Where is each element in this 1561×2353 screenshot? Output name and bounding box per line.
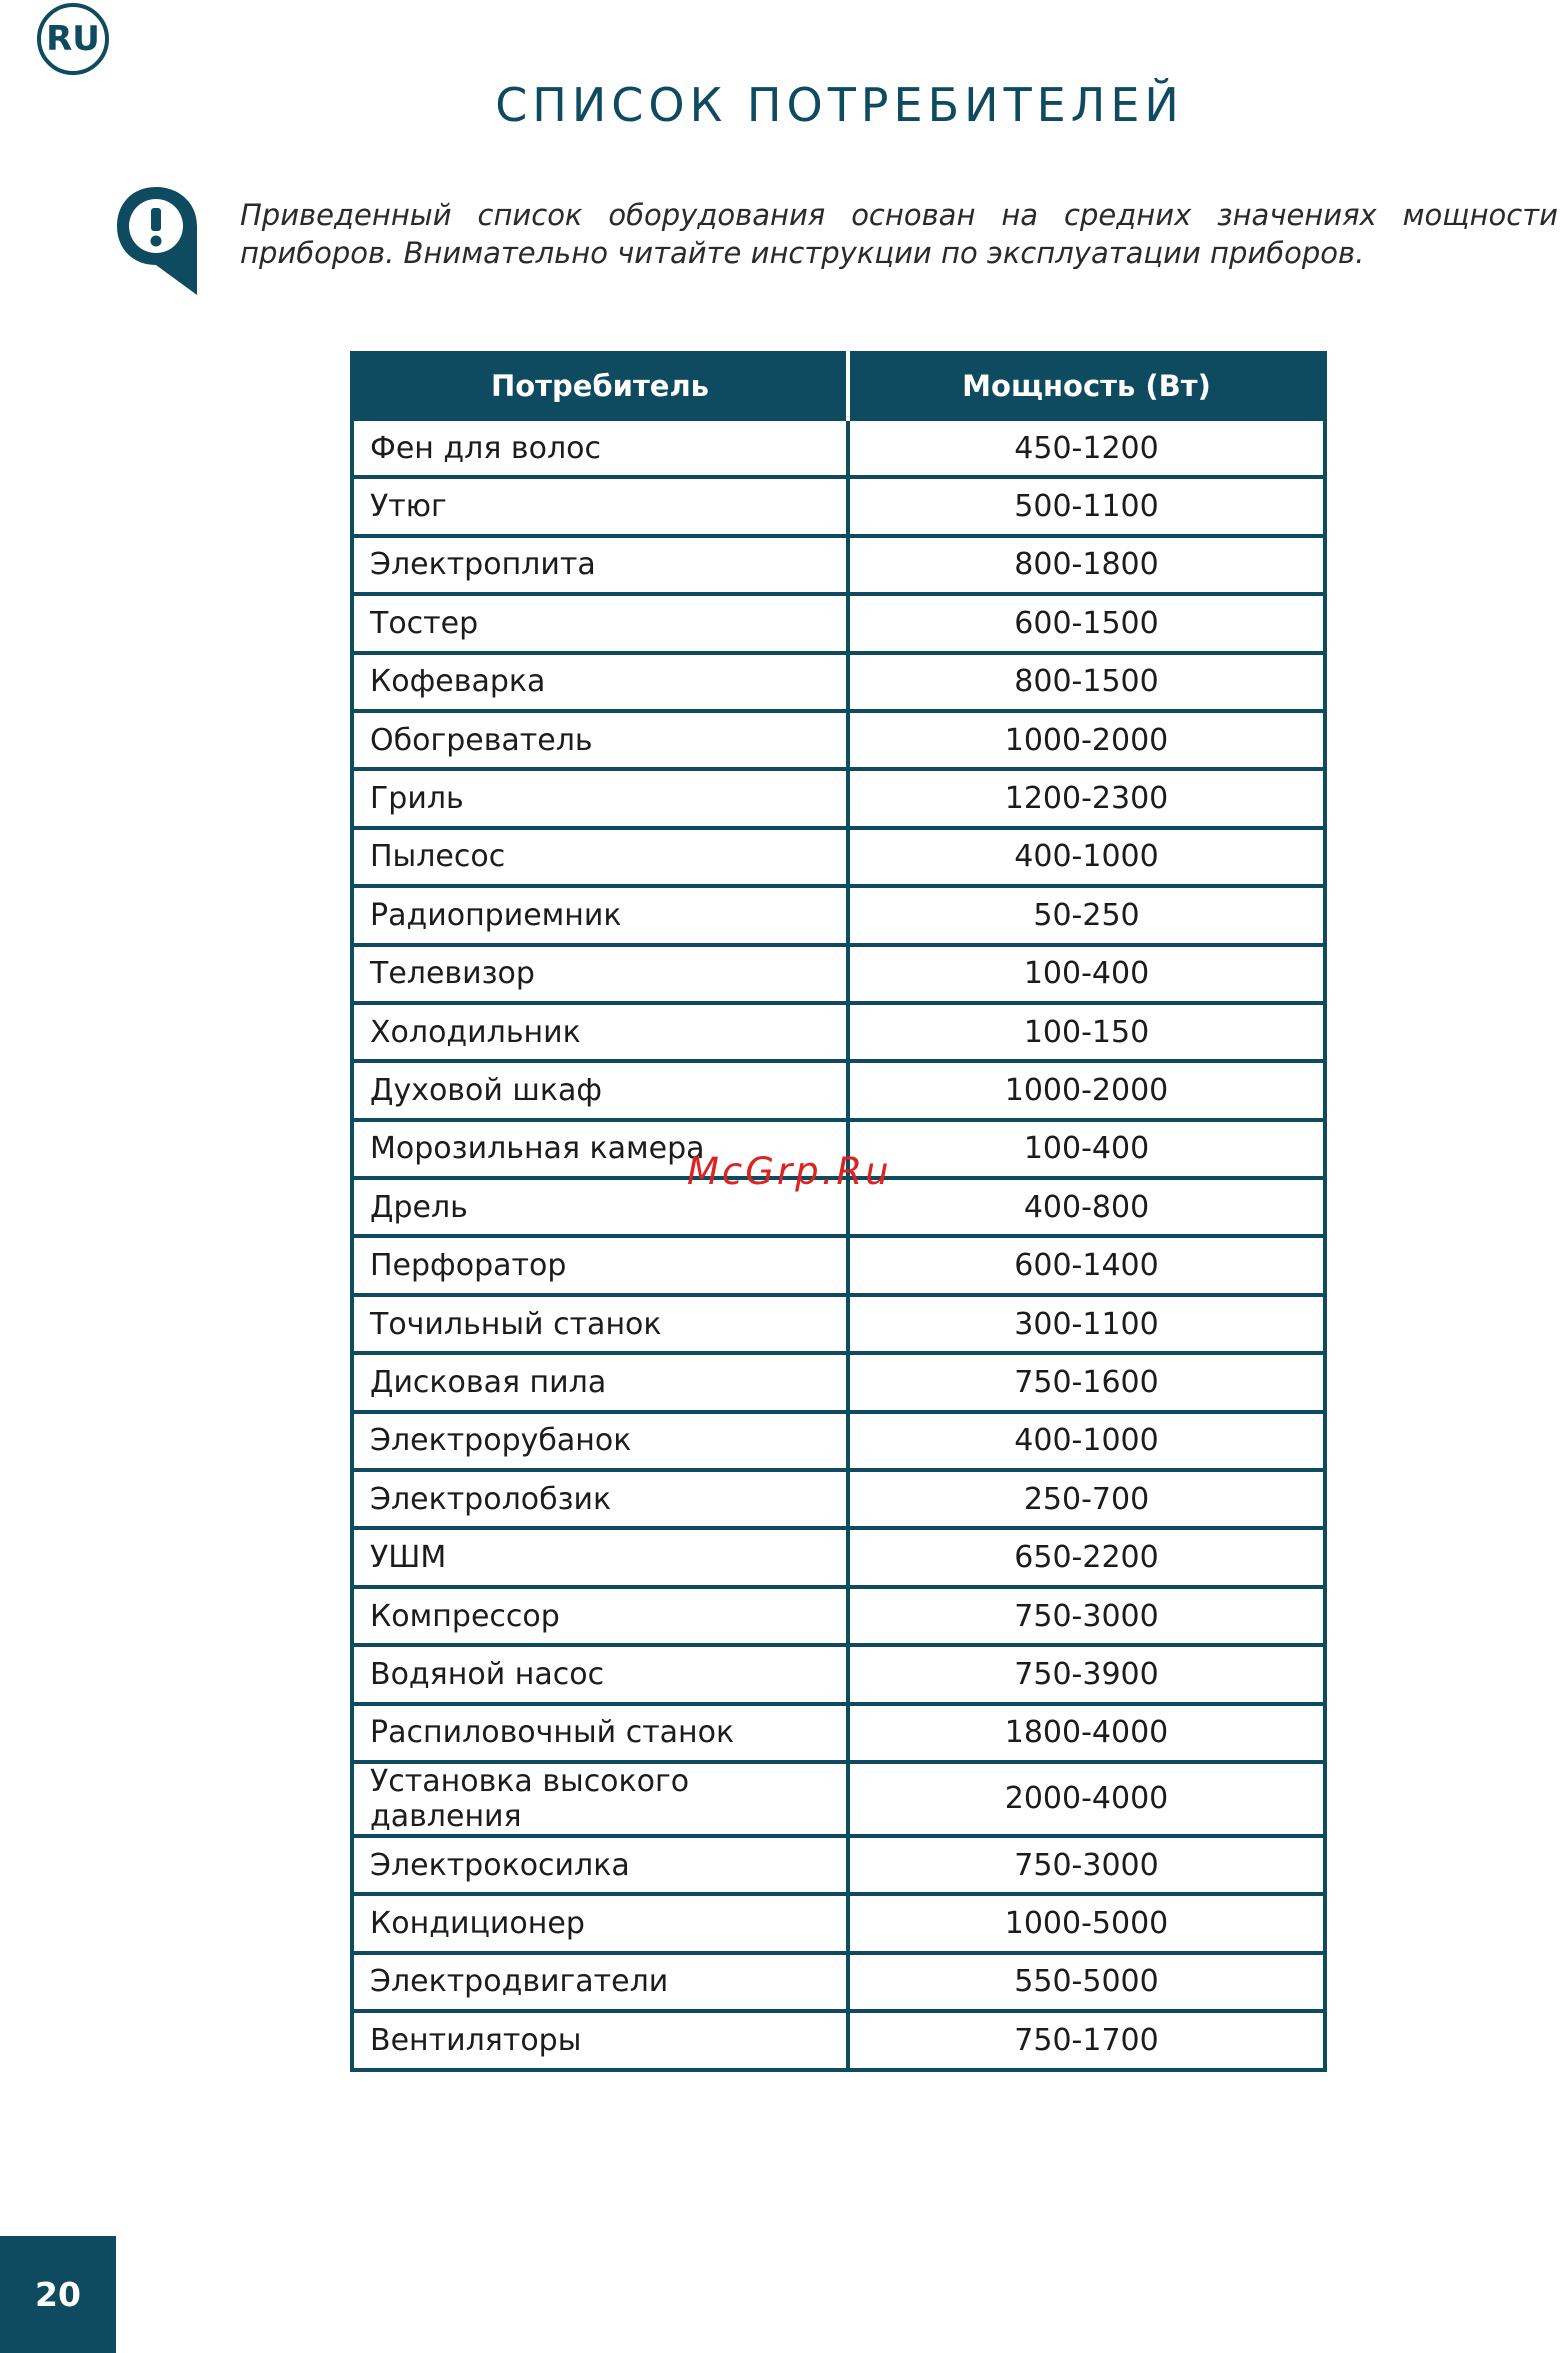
power-value-cell: 100-400	[848, 1120, 1325, 1178]
power-value-cell: 750-3000	[848, 1587, 1325, 1645]
power-value-cell: 100-150	[848, 1003, 1325, 1061]
table-row	[352, 828, 1325, 886]
table-row	[352, 2011, 1325, 2069]
table-row	[352, 1295, 1325, 1353]
power-value-cell: 1000-5000	[848, 1894, 1325, 1952]
table-row	[352, 1762, 1325, 1836]
consumer-name-cell: Гриль	[352, 769, 848, 827]
consumer-name-cell: Компрессор	[352, 1587, 848, 1645]
table-row	[352, 1645, 1325, 1703]
power-value-cell: 1800-4000	[848, 1704, 1325, 1762]
power-value-cell: 400-1000	[848, 828, 1325, 886]
column-header-power: Мощность (Вт)	[848, 353, 1325, 419]
table-row	[352, 945, 1325, 1003]
consumer-name-cell: Морозильная камера	[352, 1120, 848, 1178]
consumer-name-cell: Электрорубанок	[352, 1412, 848, 1470]
table-row	[352, 1894, 1325, 1952]
consumer-name-cell: Точильный станок	[352, 1295, 848, 1353]
consumer-name-cell: Вентиляторы	[352, 2011, 848, 2069]
consumer-name-cell: Дрель	[352, 1178, 848, 1236]
power-value-cell: 450-1200	[848, 419, 1325, 477]
table-row	[352, 711, 1325, 769]
table-row	[352, 536, 1325, 594]
consumer-name-cell: Электроплита	[352, 536, 848, 594]
consumer-name-cell: Кофеварка	[352, 653, 848, 711]
consumer-name-cell: Установка высокого давления	[352, 1762, 848, 1836]
notice-text: Приведенный список оборудования основан на средних значениях мощности приборов. Внимательно читайте инструкции по эксплуатации приборов.	[240, 198, 1558, 270]
table-row	[352, 1587, 1325, 1645]
table-row	[352, 769, 1325, 827]
table-row	[352, 1704, 1325, 1762]
column-header-consumer: Потребитель	[352, 353, 848, 419]
consumer-name-cell: Обогреватель	[352, 711, 848, 769]
power-value-cell: 1000-2000	[848, 1061, 1325, 1119]
language-code: RU	[46, 19, 100, 59]
consumer-name-cell: Распиловочный станок	[352, 1704, 848, 1762]
table-row	[352, 653, 1325, 711]
consumer-name-cell: Дисковая пила	[352, 1353, 848, 1411]
power-value-cell: 1000-2000	[848, 711, 1325, 769]
power-value-cell: 250-700	[848, 1470, 1325, 1528]
power-value-cell: 750-3000	[848, 1836, 1325, 1894]
table-row	[352, 886, 1325, 944]
watermark: McGrp.Ru	[687, 1150, 892, 1193]
power-value-cell: 800-1500	[848, 653, 1325, 711]
consumers-table	[350, 351, 1327, 2072]
consumer-name-cell: Радиоприемник	[352, 886, 848, 944]
table-header-row	[352, 353, 1325, 419]
table-row	[352, 1061, 1325, 1119]
consumer-name-cell: Водяной насос	[352, 1645, 848, 1703]
table-row	[352, 1528, 1325, 1586]
consumer-name-cell: Фен для волос	[352, 419, 848, 477]
power-value-cell: 400-1000	[848, 1412, 1325, 1470]
language-badge	[37, 3, 109, 75]
consumer-name-cell: Тостер	[352, 594, 848, 652]
power-value-cell: 800-1800	[848, 536, 1325, 594]
power-value-cell: 750-1600	[848, 1353, 1325, 1411]
table-row	[352, 1003, 1325, 1061]
consumer-name-cell: Электродвигатели	[352, 1953, 848, 2011]
power-value-cell: 600-1500	[848, 594, 1325, 652]
consumer-name-cell: Электрокосилка	[352, 1836, 848, 1894]
consumer-name-cell: Телевизор	[352, 945, 848, 1003]
power-value-cell: 650-2200	[848, 1528, 1325, 1586]
power-value-cell: 100-400	[848, 945, 1325, 1003]
power-value-cell: 1200-2300	[848, 769, 1325, 827]
table-row	[352, 1953, 1325, 2011]
table-row	[352, 1412, 1325, 1470]
consumer-name-cell: Электролобзик	[352, 1470, 848, 1528]
consumers-table-container	[350, 351, 1327, 2072]
consumer-name-cell: Холодильник	[352, 1003, 848, 1061]
power-value-cell: 550-5000	[848, 1953, 1325, 2011]
consumer-name-cell: Пылесос	[352, 828, 848, 886]
consumer-name-cell: УШМ	[352, 1528, 848, 1586]
consumer-name-cell: Перфоратор	[352, 1236, 848, 1294]
power-value-cell: 750-1700	[848, 2011, 1325, 2069]
table-row	[352, 1353, 1325, 1411]
consumer-name-cell: Кондиционер	[352, 1894, 848, 1952]
power-value-cell: 400-800	[848, 1178, 1325, 1236]
power-value-cell: 300-1100	[848, 1295, 1325, 1353]
exclamation-pin-icon	[113, 183, 199, 297]
table-body	[352, 419, 1325, 2070]
power-value-cell: 500-1100	[848, 477, 1325, 535]
power-value-cell: 750-3900	[848, 1645, 1325, 1703]
power-value-cell: 2000-4000	[848, 1762, 1325, 1836]
page-number-badge	[0, 2236, 116, 2353]
table-row	[352, 594, 1325, 652]
table-row	[352, 1836, 1325, 1894]
table-row	[352, 477, 1325, 535]
table-row	[352, 1236, 1325, 1294]
power-value-cell: 600-1400	[848, 1236, 1325, 1294]
table-row	[352, 419, 1325, 477]
page-number: 20	[35, 2275, 81, 2314]
consumer-name-cell: Духовой шкаф	[352, 1061, 848, 1119]
table-row	[352, 1470, 1325, 1528]
consumer-name-cell: Утюг	[352, 477, 848, 535]
page-title: СПИСОК ПОТРЕБИТЕЛЕЙ	[495, 78, 1184, 132]
power-value-cell: 50-250	[848, 886, 1325, 944]
